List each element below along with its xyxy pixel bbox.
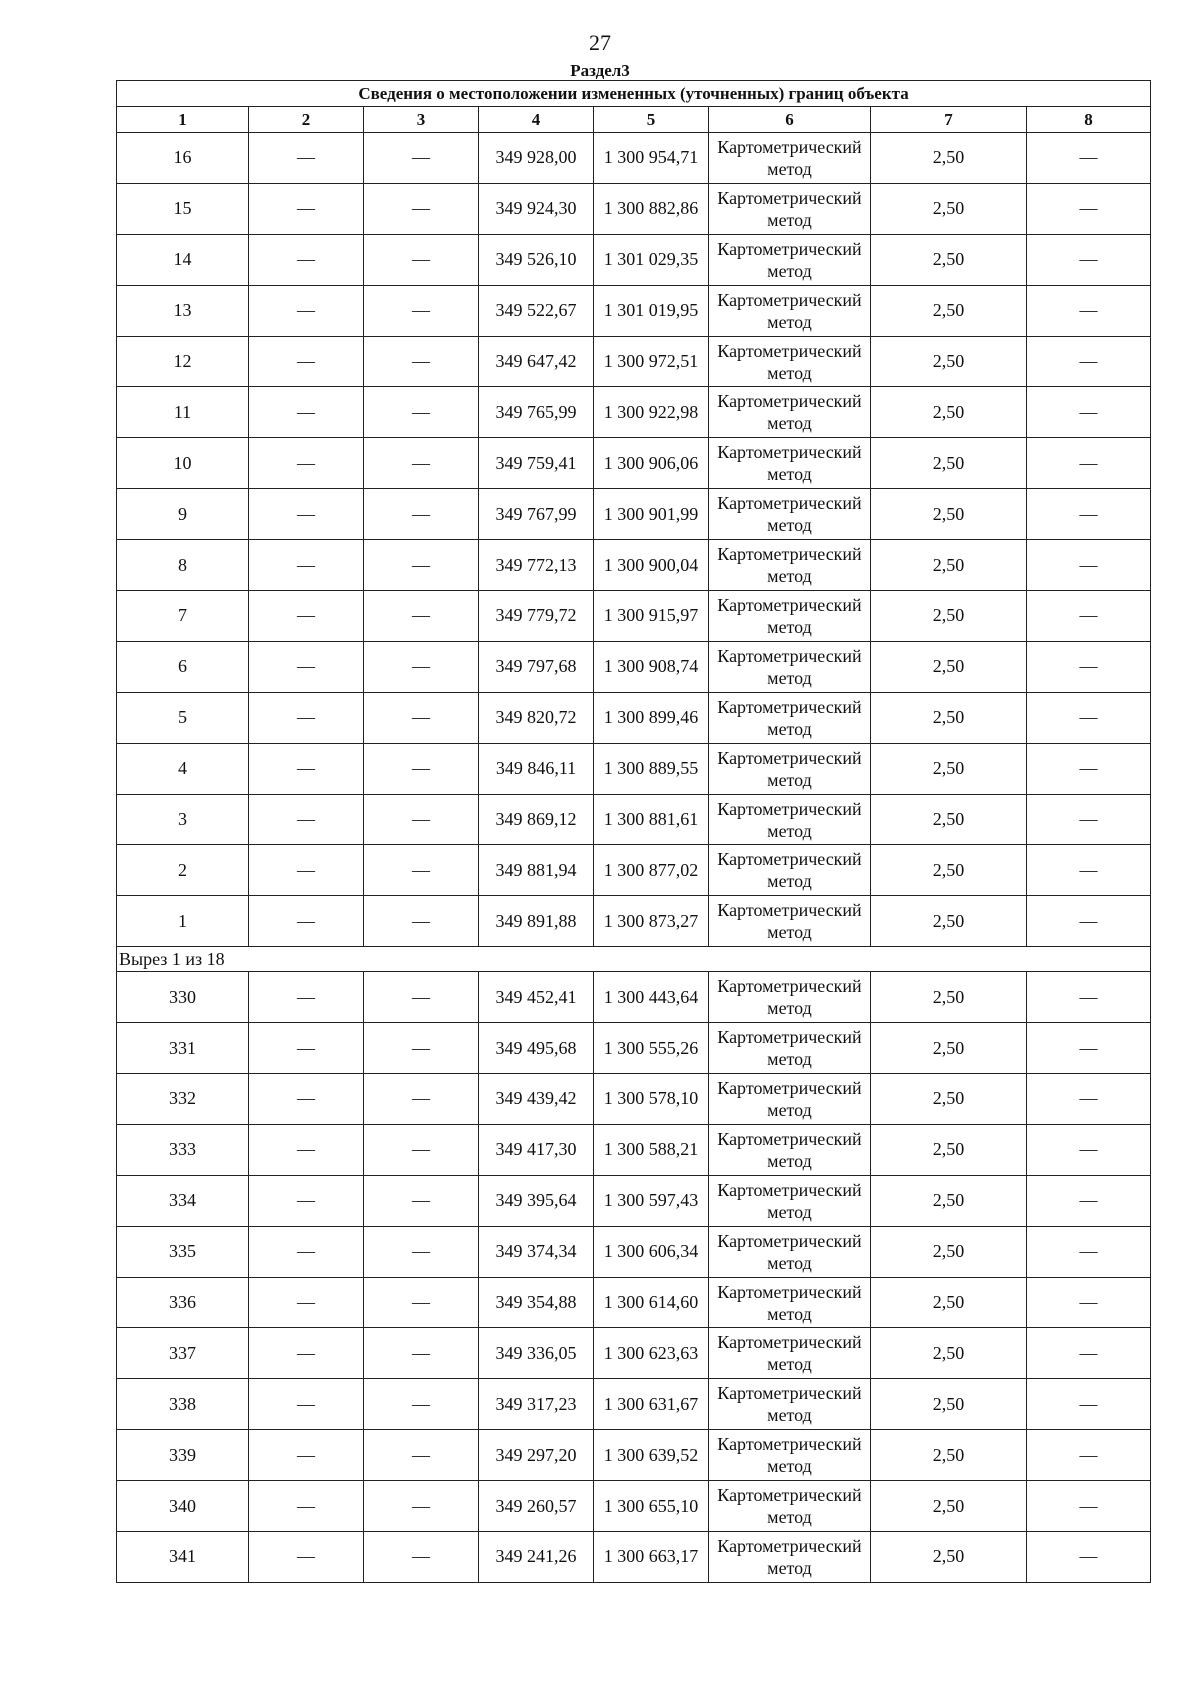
column-3-cell: — <box>364 489 479 540</box>
table-row <box>117 896 1151 947</box>
table-row <box>117 845 1151 896</box>
column-3-cell: — <box>364 743 479 794</box>
x-coordinate-cell: 349 417,30 <box>479 1124 594 1175</box>
x-coordinate-cell: 349 881,94 <box>479 845 594 896</box>
column-2-cell: — <box>249 387 364 438</box>
method-cell: Картометрический метод <box>709 641 871 692</box>
column-header: 3 <box>364 107 479 133</box>
column-8-cell: — <box>1027 896 1151 947</box>
method-cell: Картометрический метод <box>709 336 871 387</box>
x-coordinate-cell: 349 647,42 <box>479 336 594 387</box>
column-header: 2 <box>249 107 364 133</box>
method-cell: Картометрический метод <box>709 845 871 896</box>
column-8-cell: — <box>1027 692 1151 743</box>
column-8-cell: — <box>1027 133 1151 184</box>
y-coordinate-cell: 1 300 881,61 <box>594 794 709 845</box>
accuracy-cell: 2,50 <box>871 794 1027 845</box>
method-cell: Картометрический метод <box>709 1226 871 1277</box>
y-coordinate-cell: 1 300 614,60 <box>594 1277 709 1328</box>
x-coordinate-cell: 349 846,11 <box>479 743 594 794</box>
section-break-row <box>117 947 1151 972</box>
accuracy-cell: 2,50 <box>871 336 1027 387</box>
column-2-cell: — <box>249 641 364 692</box>
table-row <box>117 387 1151 438</box>
column-8-cell: — <box>1027 743 1151 794</box>
table-row <box>117 489 1151 540</box>
point-number-cell: 335 <box>117 1226 249 1277</box>
method-cell: Картометрический метод <box>709 1074 871 1125</box>
column-3-cell: — <box>364 133 479 184</box>
x-coordinate-cell: 349 928,00 <box>479 133 594 184</box>
y-coordinate-cell: 1 300 908,74 <box>594 641 709 692</box>
column-2-cell: — <box>249 1124 364 1175</box>
column-8-cell: — <box>1027 438 1151 489</box>
column-2-cell: — <box>249 489 364 540</box>
column-3-cell: — <box>364 692 479 743</box>
table-row <box>117 1124 1151 1175</box>
column-8-cell: — <box>1027 540 1151 591</box>
y-coordinate-cell: 1 300 882,86 <box>594 183 709 234</box>
x-coordinate-cell: 349 820,72 <box>479 692 594 743</box>
method-cell: Картометрический метод <box>709 285 871 336</box>
table-row <box>117 1074 1151 1125</box>
column-8-cell: — <box>1027 845 1151 896</box>
column-2-cell: — <box>249 972 364 1023</box>
x-coordinate-cell: 349 317,23 <box>479 1379 594 1430</box>
method-cell: Картометрический метод <box>709 234 871 285</box>
y-coordinate-cell: 1 301 019,95 <box>594 285 709 336</box>
column-2-cell: — <box>249 1328 364 1379</box>
column-2-cell: — <box>249 540 364 591</box>
column-2-cell: — <box>249 591 364 642</box>
accuracy-cell: 2,50 <box>871 743 1027 794</box>
point-number-cell: 12 <box>117 336 249 387</box>
column-3-cell: — <box>364 641 479 692</box>
point-number-cell: 16 <box>117 133 249 184</box>
column-3-cell: — <box>364 896 479 947</box>
point-number-cell: 337 <box>117 1328 249 1379</box>
x-coordinate-cell: 349 260,57 <box>479 1481 594 1532</box>
x-coordinate-cell: 349 797,68 <box>479 641 594 692</box>
y-coordinate-cell: 1 300 663,17 <box>594 1532 709 1583</box>
method-cell: Картометрический метод <box>709 692 871 743</box>
accuracy-cell: 2,50 <box>871 1277 1027 1328</box>
y-coordinate-cell: 1 300 899,46 <box>594 692 709 743</box>
column-3-cell: — <box>364 1532 479 1583</box>
method-cell: Картометрический метод <box>709 183 871 234</box>
x-coordinate-cell: 349 522,67 <box>479 285 594 336</box>
table-row <box>117 1532 1151 1583</box>
column-header: 1 <box>117 107 249 133</box>
column-2-cell: — <box>249 1074 364 1125</box>
column-2-cell: — <box>249 1481 364 1532</box>
y-coordinate-cell: 1 300 877,02 <box>594 845 709 896</box>
column-8-cell: — <box>1027 972 1151 1023</box>
method-cell: Картометрический метод <box>709 1481 871 1532</box>
accuracy-cell: 2,50 <box>871 692 1027 743</box>
point-number-cell: 4 <box>117 743 249 794</box>
table-row <box>117 1175 1151 1226</box>
column-8-cell: — <box>1027 489 1151 540</box>
table-row <box>117 285 1151 336</box>
accuracy-cell: 2,50 <box>871 1023 1027 1074</box>
point-number-cell: 336 <box>117 1277 249 1328</box>
accuracy-cell: 2,50 <box>871 1379 1027 1430</box>
x-coordinate-cell: 349 891,88 <box>479 896 594 947</box>
point-number-cell: 13 <box>117 285 249 336</box>
column-2-cell: — <box>249 896 364 947</box>
accuracy-cell: 2,50 <box>871 1430 1027 1481</box>
column-2-cell: — <box>249 794 364 845</box>
column-8-cell: — <box>1027 1379 1151 1430</box>
table-row <box>117 1226 1151 1277</box>
y-coordinate-cell: 1 300 873,27 <box>594 896 709 947</box>
accuracy-cell: 2,50 <box>871 641 1027 692</box>
accuracy-cell: 2,50 <box>871 591 1027 642</box>
table-row <box>117 1277 1151 1328</box>
page-number: 27 <box>589 30 611 55</box>
column-3-cell: — <box>364 591 479 642</box>
column-2-cell: — <box>249 234 364 285</box>
section-label: Раздел3 <box>570 61 630 80</box>
point-number-cell: 6 <box>117 641 249 692</box>
column-3-cell: — <box>364 234 479 285</box>
y-coordinate-cell: 1 300 631,67 <box>594 1379 709 1430</box>
method-cell: Картометрический метод <box>709 743 871 794</box>
y-coordinate-cell: 1 301 029,35 <box>594 234 709 285</box>
method-cell: Картометрический метод <box>709 489 871 540</box>
table-row <box>117 133 1151 184</box>
x-coordinate-cell: 349 374,34 <box>479 1226 594 1277</box>
method-cell: Картометрический метод <box>709 1532 871 1583</box>
column-2-cell: — <box>249 1277 364 1328</box>
x-coordinate-cell: 349 767,99 <box>479 489 594 540</box>
point-number-cell: 9 <box>117 489 249 540</box>
column-3-cell: — <box>364 285 479 336</box>
column-header: 7 <box>871 107 1027 133</box>
accuracy-cell: 2,50 <box>871 896 1027 947</box>
method-cell: Картометрический метод <box>709 1124 871 1175</box>
table-title: Сведения о местоположении измененных (уточненных) границ объекта <box>117 81 1151 107</box>
column-3-cell: — <box>364 845 479 896</box>
accuracy-cell: 2,50 <box>871 438 1027 489</box>
column-3-cell: — <box>364 1379 479 1430</box>
column-2-cell: — <box>249 845 364 896</box>
method-cell: Картометрический метод <box>709 1175 871 1226</box>
point-number-cell: 338 <box>117 1379 249 1430</box>
x-coordinate-cell: 349 765,99 <box>479 387 594 438</box>
y-coordinate-cell: 1 300 443,64 <box>594 972 709 1023</box>
column-3-cell: — <box>364 1124 479 1175</box>
x-coordinate-cell: 349 779,72 <box>479 591 594 642</box>
method-cell: Картометрический метод <box>709 591 871 642</box>
column-8-cell: — <box>1027 1074 1151 1125</box>
column-3-cell: — <box>364 387 479 438</box>
column-2-cell: — <box>249 1532 364 1583</box>
x-coordinate-cell: 349 924,30 <box>479 183 594 234</box>
method-cell: Картометрический метод <box>709 1277 871 1328</box>
accuracy-cell: 2,50 <box>871 489 1027 540</box>
column-header: 4 <box>479 107 594 133</box>
x-coordinate-cell: 349 354,88 <box>479 1277 594 1328</box>
column-3-cell: — <box>364 1074 479 1125</box>
column-3-cell: — <box>364 1226 479 1277</box>
column-3-cell: — <box>364 1175 479 1226</box>
column-8-cell: — <box>1027 1023 1151 1074</box>
column-2-cell: — <box>249 1430 364 1481</box>
accuracy-cell: 2,50 <box>871 1481 1027 1532</box>
column-3-cell: — <box>364 1481 479 1532</box>
point-number-cell: 14 <box>117 234 249 285</box>
column-2-cell: — <box>249 1175 364 1226</box>
column-8-cell: — <box>1027 336 1151 387</box>
point-number-cell: 333 <box>117 1124 249 1175</box>
method-cell: Картометрический метод <box>709 387 871 438</box>
x-coordinate-cell: 349 336,05 <box>479 1328 594 1379</box>
y-coordinate-cell: 1 300 954,71 <box>594 133 709 184</box>
column-3-cell: — <box>364 540 479 591</box>
point-number-cell: 332 <box>117 1074 249 1125</box>
table-row <box>117 336 1151 387</box>
accuracy-cell: 2,50 <box>871 1124 1027 1175</box>
column-8-cell: — <box>1027 1481 1151 1532</box>
column-8-cell: — <box>1027 387 1151 438</box>
accuracy-cell: 2,50 <box>871 285 1027 336</box>
y-coordinate-cell: 1 300 922,98 <box>594 387 709 438</box>
table-row <box>117 692 1151 743</box>
method-cell: Картометрический метод <box>709 972 871 1023</box>
table-row <box>117 1023 1151 1074</box>
y-coordinate-cell: 1 300 915,97 <box>594 591 709 642</box>
table-row <box>117 743 1151 794</box>
y-coordinate-cell: 1 300 606,34 <box>594 1226 709 1277</box>
accuracy-cell: 2,50 <box>871 1074 1027 1125</box>
column-8-cell: — <box>1027 285 1151 336</box>
column-2-cell: — <box>249 1023 364 1074</box>
point-number-cell: 341 <box>117 1532 249 1583</box>
table-row <box>117 972 1151 1023</box>
point-number-cell: 8 <box>117 540 249 591</box>
accuracy-cell: 2,50 <box>871 234 1027 285</box>
x-coordinate-cell: 349 772,13 <box>479 540 594 591</box>
column-8-cell: — <box>1027 1124 1151 1175</box>
column-8-cell: — <box>1027 234 1151 285</box>
column-3-cell: — <box>364 1430 479 1481</box>
boundary-coordinates-table <box>116 80 1151 1583</box>
method-cell: Картометрический метод <box>709 1379 871 1430</box>
column-3-cell: — <box>364 336 479 387</box>
column-8-cell: — <box>1027 1175 1151 1226</box>
table-row <box>117 234 1151 285</box>
y-coordinate-cell: 1 300 901,99 <box>594 489 709 540</box>
accuracy-cell: 2,50 <box>871 387 1027 438</box>
x-coordinate-cell: 349 869,12 <box>479 794 594 845</box>
y-coordinate-cell: 1 300 623,63 <box>594 1328 709 1379</box>
x-coordinate-cell: 349 495,68 <box>479 1023 594 1074</box>
table-row <box>117 1430 1151 1481</box>
column-3-cell: — <box>364 183 479 234</box>
table-row <box>117 591 1151 642</box>
table-row <box>117 794 1151 845</box>
point-number-cell: 340 <box>117 1481 249 1532</box>
x-coordinate-cell: 349 297,20 <box>479 1430 594 1481</box>
method-cell: Картометрический метод <box>709 896 871 947</box>
column-8-cell: — <box>1027 641 1151 692</box>
point-number-cell: 5 <box>117 692 249 743</box>
table-row <box>117 1379 1151 1430</box>
column-2-cell: — <box>249 743 364 794</box>
column-3-cell: — <box>364 1328 479 1379</box>
point-number-cell: 334 <box>117 1175 249 1226</box>
column-3-cell: — <box>364 438 479 489</box>
accuracy-cell: 2,50 <box>871 133 1027 184</box>
y-coordinate-cell: 1 300 578,10 <box>594 1074 709 1125</box>
y-coordinate-cell: 1 300 639,52 <box>594 1430 709 1481</box>
point-number-cell: 7 <box>117 591 249 642</box>
y-coordinate-cell: 1 300 588,21 <box>594 1124 709 1175</box>
column-2-cell: — <box>249 1226 364 1277</box>
column-3-cell: — <box>364 794 479 845</box>
column-2-cell: — <box>249 133 364 184</box>
accuracy-cell: 2,50 <box>871 1226 1027 1277</box>
x-coordinate-cell: 349 395,64 <box>479 1175 594 1226</box>
table-row <box>117 540 1151 591</box>
x-coordinate-cell: 349 759,41 <box>479 438 594 489</box>
column-2-cell: — <box>249 336 364 387</box>
column-header: 5 <box>594 107 709 133</box>
column-8-cell: — <box>1027 794 1151 845</box>
column-2-cell: — <box>249 1379 364 1430</box>
column-8-cell: — <box>1027 1532 1151 1583</box>
column-header: 6 <box>709 107 871 133</box>
column-header: 8 <box>1027 107 1151 133</box>
column-2-cell: — <box>249 183 364 234</box>
y-coordinate-cell: 1 300 972,51 <box>594 336 709 387</box>
accuracy-cell: 2,50 <box>871 972 1027 1023</box>
accuracy-cell: 2,50 <box>871 1328 1027 1379</box>
point-number-cell: 10 <box>117 438 249 489</box>
x-coordinate-cell: 349 526,10 <box>479 234 594 285</box>
y-coordinate-cell: 1 300 555,26 <box>594 1023 709 1074</box>
point-number-cell: 15 <box>117 183 249 234</box>
table-row <box>117 1481 1151 1532</box>
method-cell: Картометрический метод <box>709 1430 871 1481</box>
column-8-cell: — <box>1027 1328 1151 1379</box>
y-coordinate-cell: 1 300 655,10 <box>594 1481 709 1532</box>
column-3-cell: — <box>364 1023 479 1074</box>
y-coordinate-cell: 1 300 889,55 <box>594 743 709 794</box>
point-number-cell: 11 <box>117 387 249 438</box>
column-2-cell: — <box>249 438 364 489</box>
table-row <box>117 183 1151 234</box>
column-3-cell: — <box>364 972 479 1023</box>
accuracy-cell: 2,50 <box>871 540 1027 591</box>
x-coordinate-cell: 349 241,26 <box>479 1532 594 1583</box>
table-row <box>117 438 1151 489</box>
x-coordinate-cell: 349 452,41 <box>479 972 594 1023</box>
column-8-cell: — <box>1027 591 1151 642</box>
point-number-cell: 331 <box>117 1023 249 1074</box>
accuracy-cell: 2,50 <box>871 183 1027 234</box>
table-row <box>117 641 1151 692</box>
y-coordinate-cell: 1 300 906,06 <box>594 438 709 489</box>
table-row <box>117 1328 1151 1379</box>
column-2-cell: — <box>249 692 364 743</box>
y-coordinate-cell: 1 300 597,43 <box>594 1175 709 1226</box>
accuracy-cell: 2,50 <box>871 1532 1027 1583</box>
point-number-cell: 3 <box>117 794 249 845</box>
method-cell: Картометрический метод <box>709 1328 871 1379</box>
point-number-cell: 339 <box>117 1430 249 1481</box>
method-cell: Картометрический метод <box>709 133 871 184</box>
column-8-cell: — <box>1027 183 1151 234</box>
y-coordinate-cell: 1 300 900,04 <box>594 540 709 591</box>
point-number-cell: 330 <box>117 972 249 1023</box>
column-2-cell: — <box>249 285 364 336</box>
column-8-cell: — <box>1027 1430 1151 1481</box>
column-3-cell: — <box>364 1277 479 1328</box>
method-cell: Картометрический метод <box>709 1023 871 1074</box>
accuracy-cell: 2,50 <box>871 845 1027 896</box>
section-break-label: Вырез 1 из 18 <box>117 947 1151 972</box>
accuracy-cell: 2,50 <box>871 1175 1027 1226</box>
column-8-cell: — <box>1027 1226 1151 1277</box>
column-8-cell: — <box>1027 1277 1151 1328</box>
method-cell: Картометрический метод <box>709 540 871 591</box>
point-number-cell: 1 <box>117 896 249 947</box>
point-number-cell: 2 <box>117 845 249 896</box>
method-cell: Картометрический метод <box>709 794 871 845</box>
method-cell: Картометрический метод <box>709 438 871 489</box>
x-coordinate-cell: 349 439,42 <box>479 1074 594 1125</box>
